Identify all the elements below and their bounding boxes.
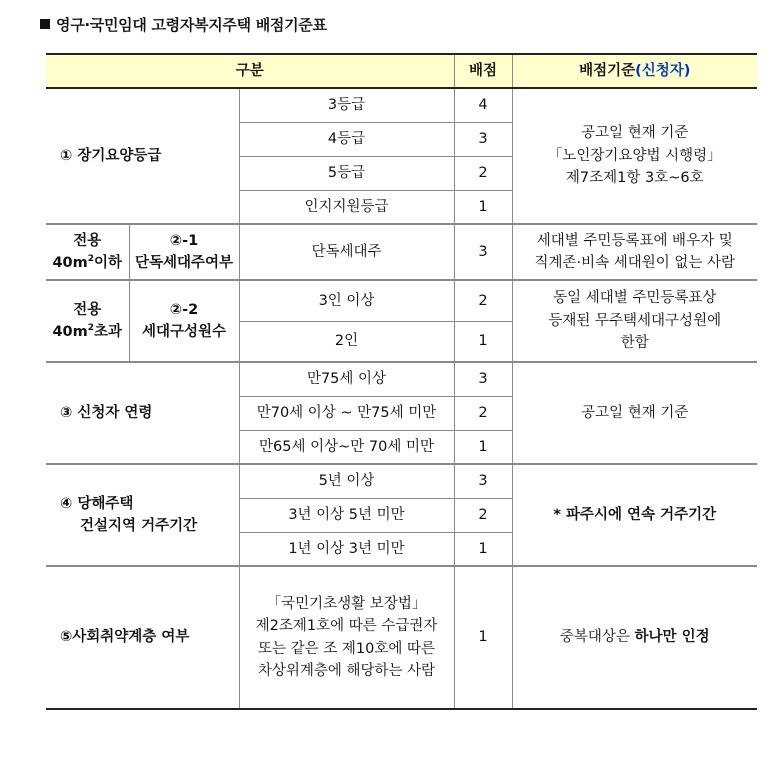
table-header-row xyxy=(46,54,757,88)
section-residence-label xyxy=(46,464,239,566)
item-cell: 만70세 이상 ~ 만75세 미만 xyxy=(239,396,454,430)
area-number: 40m xyxy=(52,255,88,271)
table-row xyxy=(46,464,757,498)
item-cell: 1년 이상 3년 미만 xyxy=(239,532,454,566)
criteria-line: 「노인장기요양법 시행령」 xyxy=(547,147,722,164)
table-row xyxy=(46,224,757,280)
item-cell: 2인 xyxy=(239,321,454,362)
item-cell: 3인 이상 xyxy=(239,280,454,321)
score-cell: 2 xyxy=(454,156,512,190)
area-value xyxy=(50,321,125,343)
table-row xyxy=(46,88,757,122)
section-age-label: ③ 신청자 연령 xyxy=(46,362,239,464)
criteria-line: 세대별 주민등록표에 배우자 및 xyxy=(536,232,733,249)
area-sup: 2 xyxy=(87,323,95,333)
criteria-line: 한함 xyxy=(620,335,649,352)
area-suffix: 이하 xyxy=(94,255,123,271)
criteria-line: 동일 세대별 주민등록표상 xyxy=(553,290,717,307)
item-cell: 인지지원등급 xyxy=(239,190,454,224)
area-number: 40m xyxy=(52,324,88,340)
section-vulnerable-label: ⑤사회취약계층 여부 xyxy=(46,566,239,709)
score-cell: 3 xyxy=(454,224,512,280)
score-cell: 3 xyxy=(454,362,512,396)
title-text: 영구·국민임대 고령자복지주택 배점기준표 xyxy=(56,16,327,34)
sub-number: ②-2 xyxy=(169,301,199,318)
criteria-line: 등재된 무주택세대구성원에 xyxy=(548,312,722,329)
item-line: 차상위계층에 해당하는 사람 xyxy=(257,662,436,679)
criteria-bold: 하나만 인정 xyxy=(634,629,710,646)
header-criteria xyxy=(512,54,757,88)
table-row xyxy=(46,362,757,396)
score-cell: 2 xyxy=(454,396,512,430)
area-label: 전용 xyxy=(73,232,102,249)
item-cell: 5년 이상 xyxy=(239,464,454,498)
residence-criteria: * 파주시에 연속 거주기간 xyxy=(512,464,757,566)
square-bullet-icon xyxy=(40,19,50,29)
area-value xyxy=(50,252,125,274)
area-label: 전용 xyxy=(73,301,102,318)
criteria-line: 직계존·비속 세대원이 없는 사람 xyxy=(534,255,736,271)
criteria-line: 제7조제1항 3호~6호 xyxy=(565,170,704,187)
single-household-criteria xyxy=(512,224,757,280)
item-cell: 3등급 xyxy=(239,88,454,122)
score-cell: 1 xyxy=(454,532,512,566)
item-cell: 3년 이상 5년 미만 xyxy=(239,498,454,532)
single-household-label xyxy=(129,224,239,280)
residence-label-line1: ④ 당해주택 xyxy=(60,495,134,512)
item-line: 「국민기초생활 보장법」 xyxy=(266,595,427,612)
area-suffix: 초과 xyxy=(94,324,123,340)
item-line: 제2조제1호에 따른 수급권자 xyxy=(255,618,438,635)
item-line: 또는 같은 조 제10호에 따른 xyxy=(258,640,435,657)
vulnerable-item xyxy=(239,566,454,709)
criteria-prefix: 중복대상은 xyxy=(559,629,635,646)
score-cell: 1 xyxy=(454,190,512,224)
table-row xyxy=(46,280,757,321)
sub-number: ②-1 xyxy=(169,232,199,249)
vulnerable-criteria xyxy=(512,566,757,709)
item-cell: 만65세 이상~만 70세 미만 xyxy=(239,430,454,464)
score-cell: 3 xyxy=(454,464,512,498)
score-cell: 1 xyxy=(454,430,512,464)
header-score: 배점 xyxy=(454,54,512,88)
area-label-large xyxy=(46,280,129,362)
page-title xyxy=(40,14,327,35)
item-cell: 5등급 xyxy=(239,156,454,190)
header-criteria-applicant: (신청자) xyxy=(635,62,691,79)
sub-label: 단독세대주여부 xyxy=(134,255,234,271)
section-care-grade-label: ① 장기요양등급 xyxy=(46,88,239,224)
item-cell: 4등급 xyxy=(239,122,454,156)
score-cell: 2 xyxy=(454,280,512,321)
scoring-table xyxy=(46,53,757,710)
residence-label-line2: 건설지역 거주기간 xyxy=(80,518,198,534)
sub-label: 세대구성원수 xyxy=(141,324,227,340)
item-cell: 만75세 이상 xyxy=(239,362,454,396)
table-row xyxy=(46,566,757,709)
score-cell: 1 xyxy=(454,321,512,362)
area-sup: 2 xyxy=(87,254,95,264)
score-cell: 2 xyxy=(454,498,512,532)
area-label-small xyxy=(46,224,129,280)
household-members-criteria xyxy=(512,280,757,362)
header-criteria-text: 배점기준 xyxy=(579,62,636,79)
care-grade-criteria xyxy=(512,88,757,224)
household-members-label xyxy=(129,280,239,362)
header-category: 구분 xyxy=(46,54,454,88)
item-cell: 단독세대주 xyxy=(239,224,454,280)
score-cell: 4 xyxy=(454,88,512,122)
age-criteria: 공고일 현재 기준 xyxy=(512,362,757,464)
score-cell: 1 xyxy=(454,566,512,709)
score-cell: 3 xyxy=(454,122,512,156)
criteria-line: 공고일 현재 기준 xyxy=(581,125,689,142)
